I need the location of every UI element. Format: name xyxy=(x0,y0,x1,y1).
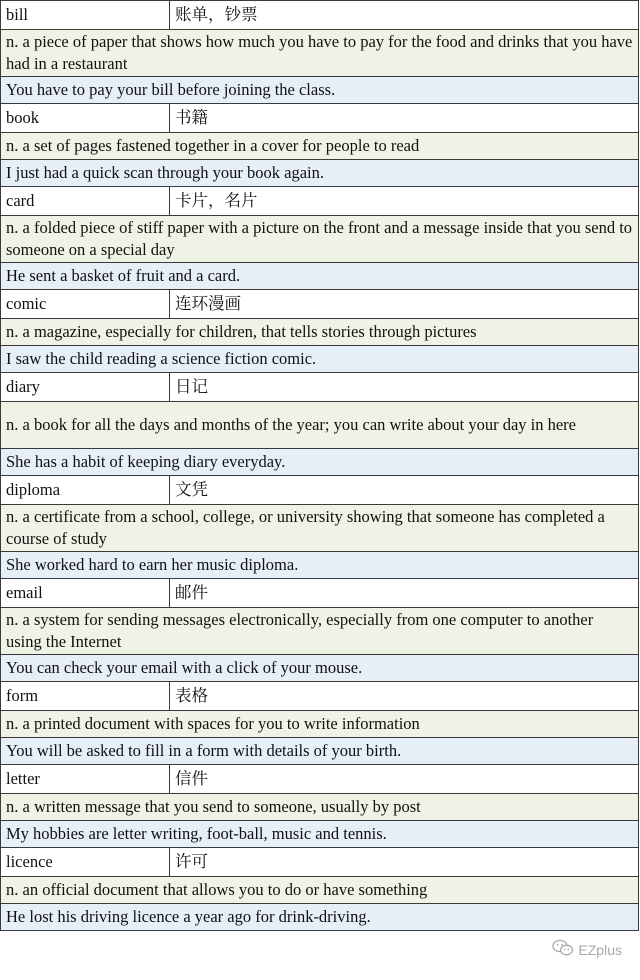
definition-row xyxy=(1,319,639,346)
definition-cell: n. a certificate from a school, college, or university showing that someone has completed a course of study xyxy=(1,505,639,552)
word-cell: licence xyxy=(1,848,170,877)
definition-row xyxy=(1,794,639,821)
translation-cell: 连环漫画 xyxy=(170,290,639,319)
definition-cell: n. a folded piece of stiff paper with a picture on the front and a message inside that you send to someone on a special day xyxy=(1,216,639,263)
example-row xyxy=(1,346,639,373)
definition-cell: n. a book for all the days and months of the year; you can write about your day in here xyxy=(1,402,639,449)
translation-cell: 邮件 xyxy=(170,579,639,608)
watermark-text: EZplus xyxy=(578,941,622,958)
translation-cell: 文凭 xyxy=(170,476,639,505)
definition-row xyxy=(1,133,639,160)
example-cell: He sent a basket of fruit and a card. xyxy=(1,263,639,290)
example-cell: You can check your email with a click of your mouse. xyxy=(1,655,639,682)
definition-row xyxy=(1,30,639,77)
example-cell: She worked hard to earn her music diploma. xyxy=(1,552,639,579)
example-cell: You have to pay your bill before joining the class. xyxy=(1,77,639,104)
definition-cell: n. a set of pages fastened together in a cover for people to read xyxy=(1,133,639,160)
word-row xyxy=(1,765,639,794)
example-cell: She has a habit of keeping diary everyday. xyxy=(1,449,639,476)
translation-cell: 日记 xyxy=(170,373,639,402)
example-row xyxy=(1,821,639,848)
example-cell: I just had a quick scan through your book again. xyxy=(1,160,639,187)
example-cell: You will be asked to fill in a form with details of your birth. xyxy=(1,738,639,765)
translation-cell: 卡片，名片 xyxy=(170,187,639,216)
word-row xyxy=(1,104,639,133)
wechat-logo-icon xyxy=(552,939,574,960)
word-cell: bill xyxy=(1,1,170,30)
word-row xyxy=(1,476,639,505)
translation-cell: 表格 xyxy=(170,682,639,711)
definition-row xyxy=(1,711,639,738)
definition-row xyxy=(1,216,639,263)
word-row xyxy=(1,682,639,711)
definition-row xyxy=(1,877,639,904)
definition-cell: n. an official document that allows you to do or have something xyxy=(1,877,639,904)
definition-cell: n. a printed document with spaces for you to write information xyxy=(1,711,639,738)
watermark xyxy=(552,939,622,960)
example-row xyxy=(1,738,639,765)
translation-cell: 信件 xyxy=(170,765,639,794)
example-cell: I saw the child reading a science fiction comic. xyxy=(1,346,639,373)
word-cell: diary xyxy=(1,373,170,402)
word-row xyxy=(1,848,639,877)
example-row xyxy=(1,160,639,187)
example-row xyxy=(1,449,639,476)
example-row xyxy=(1,904,639,931)
definition-row xyxy=(1,505,639,552)
word-row xyxy=(1,373,639,402)
definition-row xyxy=(1,608,639,655)
definition-cell: n. a written message that you send to someone, usually by post xyxy=(1,794,639,821)
definition-row xyxy=(1,402,639,449)
definition-cell: n. a piece of paper that shows how much you have to pay for the food and drinks that you have had in a restaurant xyxy=(1,30,639,77)
word-cell: book xyxy=(1,104,170,133)
example-cell: My hobbies are letter writing, foot-ball, music and tennis. xyxy=(1,821,639,848)
translation-cell: 书籍 xyxy=(170,104,639,133)
translation-cell: 账单，钞票 xyxy=(170,1,639,30)
word-cell: form xyxy=(1,682,170,711)
word-cell: letter xyxy=(1,765,170,794)
example-row xyxy=(1,655,639,682)
example-cell: He lost his driving licence a year ago for drink-driving. xyxy=(1,904,639,931)
translation-cell: 许可 xyxy=(170,848,639,877)
word-row xyxy=(1,187,639,216)
word-row xyxy=(1,579,639,608)
word-cell: card xyxy=(1,187,170,216)
example-row xyxy=(1,263,639,290)
definition-cell: n. a magazine, especially for children, that tells stories through pictures xyxy=(1,319,639,346)
word-cell: diploma xyxy=(1,476,170,505)
word-cell: comic xyxy=(1,290,170,319)
definition-cell: n. a system for sending messages electronically, especially from one computer to another using the Internet xyxy=(1,608,639,655)
word-row xyxy=(1,290,639,319)
example-row xyxy=(1,552,639,579)
example-row xyxy=(1,77,639,104)
word-cell: email xyxy=(1,579,170,608)
word-row xyxy=(1,1,639,30)
